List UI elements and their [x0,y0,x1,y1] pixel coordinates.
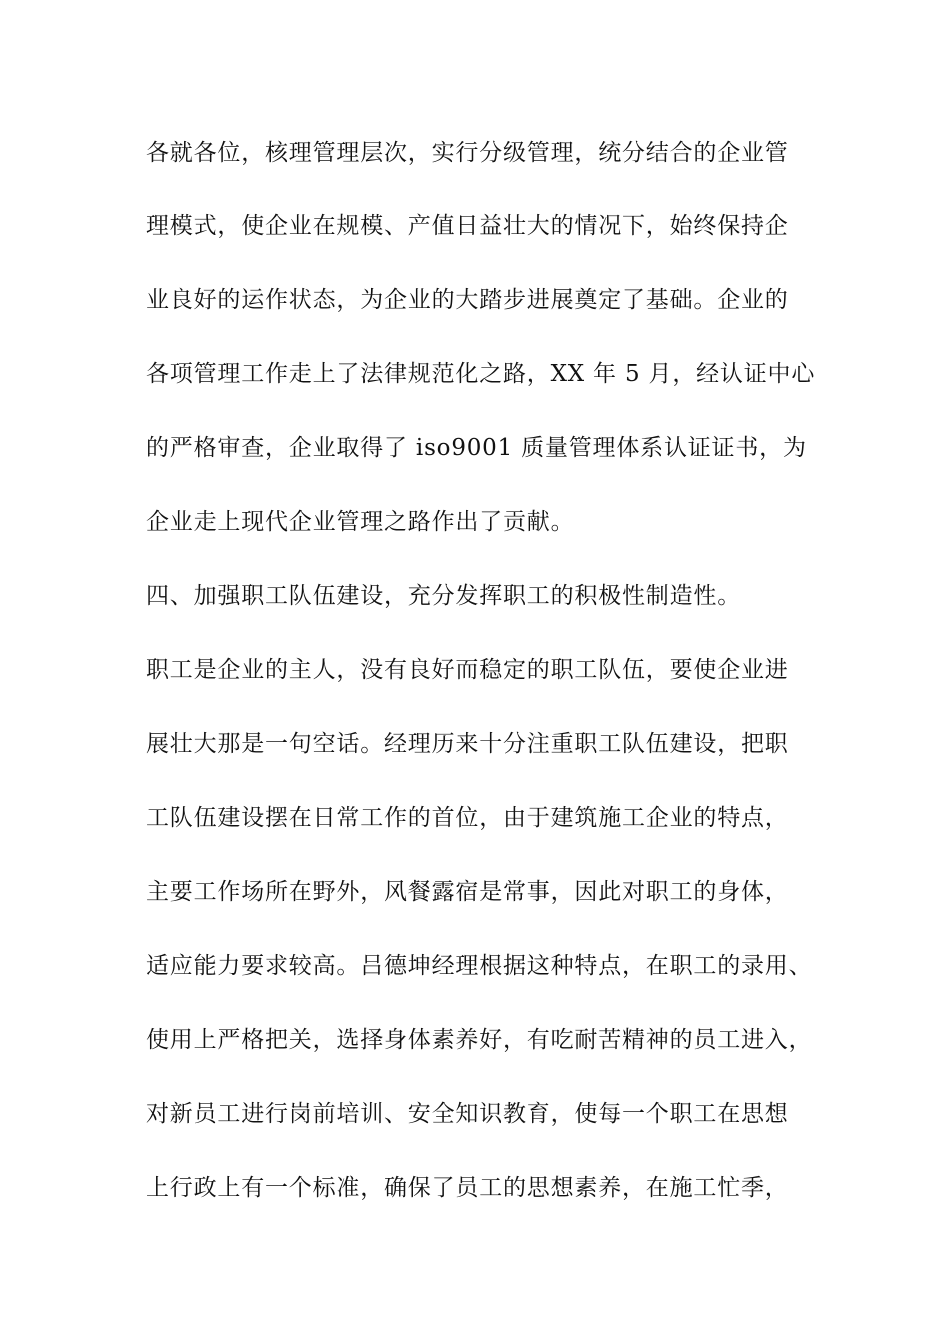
paragraph-line: 理模式，使企业在规模、产值日益壮大的情况下，始终保持企 [146,213,789,239]
paragraph-line: 业良好的运作状态，为企业的大踏步进展奠定了基础。企业的 [146,287,789,313]
paragraph-line: 对新员工进行岗前培训、安全知识教育，使每一个职工在思想 [146,1101,789,1127]
paragraph-line: 使用上严格把关，选择身体素养好，有吃耐苦精神的员工进入， [146,1027,813,1053]
paragraph-line: 企业走上现代企业管理之路作出了贡献。 [146,509,575,535]
paragraph-line: 各项管理工作走上了法律规范化之路，XX 年 5 月，经认证中心 [146,361,816,387]
paragraph-line: 上行政上有一个标准，确保了员工的思想素养，在施工忙季， [146,1175,789,1201]
paragraph-line: 各就各位，核理管理层次，实行分级管理，统分结合的企业管 [146,140,789,166]
paragraph-line: 职工是企业的主人，没有良好而稳定的职工队伍，要使企业进 [146,657,789,683]
section-heading: 四、加强职工队伍建设，充分发挥职工的积极性制造性。 [146,583,741,609]
paragraph-line: 的严格审查，企业取得了 iso9001 质量管理体系认证证书，为 [146,435,807,461]
paragraph-line: 工队伍建设摆在日常工作的首位，由于建筑施工企业的特点， [146,805,789,831]
paragraph-line: 展壮大那是一句空话。经理历来十分注重职工队伍建设，把职 [146,731,789,757]
paragraph-line: 适应能力要求较高。吕德坤经理根据这种特点，在职工的录用、 [146,953,813,979]
paragraph-line: 主要工作场所在野外，风餐露宿是常事，因此对职工的身体， [146,879,789,905]
